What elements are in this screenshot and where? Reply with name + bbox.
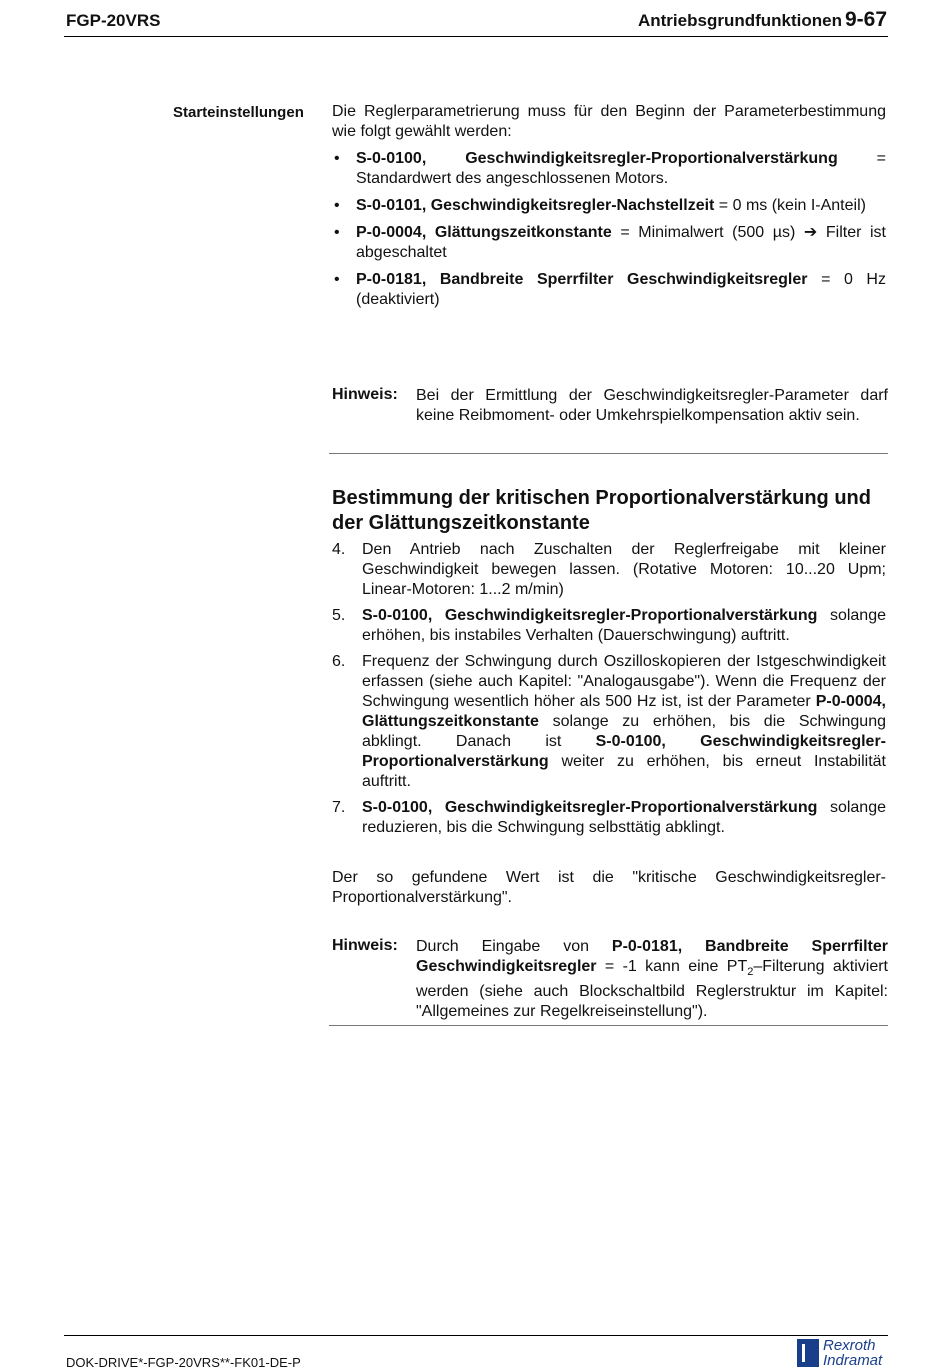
parameter-value: = Minimalwert (500 µs) ➔ Filter ist abgeschaltet (356, 224, 886, 261)
subscript: 2 (747, 966, 754, 979)
note-text-part: = -1 kann eine PT (596, 958, 748, 975)
logo-mark-icon (797, 1339, 819, 1367)
parameter-value: = 0 Hz (deaktiviert) (356, 271, 886, 308)
intro-paragraph: Die Reglerparametrierung muss für den Beginn der Parameterbestimmung wie folgt gewählt werden: (332, 103, 886, 140)
step-number: 5. (332, 607, 346, 624)
list-item (332, 270, 886, 310)
list-item (332, 652, 886, 792)
side-heading: Starteinstellungen (173, 104, 304, 121)
step-text: weiter zu erhöhen, bis erneut Instabilität auftritt. (362, 753, 886, 790)
list-item (332, 223, 886, 263)
note-rule (329, 1025, 888, 1026)
logo-text-line1: Rexroth (823, 1337, 876, 1354)
section-heading: Bestimmung der kritischen Proportionalverstärkung und der Glättungszeitkonstante (332, 487, 871, 534)
procedure-steps (332, 540, 886, 844)
document-short-title: FGP-20VRS (66, 11, 161, 30)
list-item (332, 149, 886, 189)
header-rule (64, 36, 888, 37)
parameter-name: P-0-0004, Glättungszeitkonstante (356, 224, 612, 241)
list-item (332, 606, 886, 646)
section-title: Antriebsgrundfunktionen (637, 11, 842, 30)
step-text: solange erhöhen, bis instabiles Verhalten (Dauerschwingung) auftritt. (362, 607, 886, 644)
note-box (332, 937, 888, 1022)
step-number: 7. (332, 799, 346, 816)
note-rule (329, 453, 888, 454)
parameter-name: P-0-0004, Glättungszeitkonstante (362, 693, 886, 730)
list-item (332, 798, 886, 838)
parameter-name: S-0-0100, Geschwindigkeitsregler-Proportionalverstärkung (362, 733, 886, 770)
bullet-icon: • (334, 224, 340, 241)
parameter-name: S-0-0100, Geschwindigkeitsregler-Proportionalverstärkung (356, 150, 838, 167)
step-text: Frequenz der Schwingung durch Oszilloskopieren der Istgeschwindigkeit erfassen (siehe auch Kapitel: "Analogausgabe"). Wenn die Frequenz der Schwingung wesentlich höher als 500 Hz ist, ist der Parameter (362, 653, 886, 710)
parameter-name: P-0-0181, Bandbreite Sperrfilter Geschwindigkeitsregler (416, 938, 888, 975)
list-item (332, 196, 886, 216)
bullet-icon: • (334, 150, 340, 167)
parameter-name: S-0-0100, Geschwindigkeitsregler-Proportionalverstärkung (362, 607, 818, 624)
page-number: 9-67 (844, 8, 887, 31)
note-text-part: –Filterung aktiviert werden (siehe auch Blockschaltbild Reglerstruktur im Kapitel: "Allgemeines zur Regelkreiseinstellung"). (416, 958, 889, 1021)
note-text-part: Durch Eingabe von (416, 938, 612, 955)
parameter-name: S-0-0100, Geschwindigkeitsregler-Proportionalverstärkung (362, 799, 818, 816)
note-text (416, 937, 888, 1022)
step-number: 6. (332, 653, 346, 670)
bullet-icon: • (334, 197, 340, 214)
parameter-value: = Standardwert des angeschlossenen Motors. (356, 150, 886, 187)
parameter-name: P-0-0181, Bandbreite Sperrfilter Geschwindigkeitsregler (356, 271, 808, 288)
parameter-name: S-0-0101, Geschwindigkeitsregler-Nachstellzeit (356, 197, 715, 214)
document-id: DOK-DRIVE*-FGP-20VRS**-FK01-DE-P (66, 1355, 301, 1370)
note-label: Hinweis: (332, 937, 398, 954)
note-text: Bei der Ermittlung der Geschwindigkeitsregler-Parameter darf keine Reibmoment- oder Umkehrspielkompensation aktiv sein. (416, 387, 888, 424)
settings-list (332, 149, 886, 317)
note-label: Hinweis: (332, 386, 398, 403)
parameter-value: = 0 ms (kein I-Anteil) (714, 197, 866, 214)
logo-text-line2: Indramat (823, 1352, 883, 1369)
note-box (332, 386, 888, 426)
step-number: 4. (332, 541, 346, 558)
step-text: solange zu erhöhen, bis die Schwingung abklingt. Danach ist (362, 713, 886, 750)
page-header-right (638, 8, 887, 32)
list-item (332, 540, 886, 600)
rexroth-logo (797, 1337, 889, 1369)
step-text: solange reduzieren, bis die Schwingung selbsttätig abklingt. (362, 799, 886, 836)
bullet-icon: • (334, 271, 340, 288)
step-text: Den Antrieb nach Zuschalten der Reglerfreigabe mit kleiner Geschwindigkeit bewegen lassen. (Rotative Motoren: 10...20 Upm; Linear-Motoren: 1...2 m/min) (362, 541, 886, 598)
footer-rule (64, 1335, 888, 1336)
conclusion-paragraph: Der so gefundene Wert ist die "kritische Geschwindigkeitsregler-Proportionalverstärkung". (332, 869, 886, 906)
